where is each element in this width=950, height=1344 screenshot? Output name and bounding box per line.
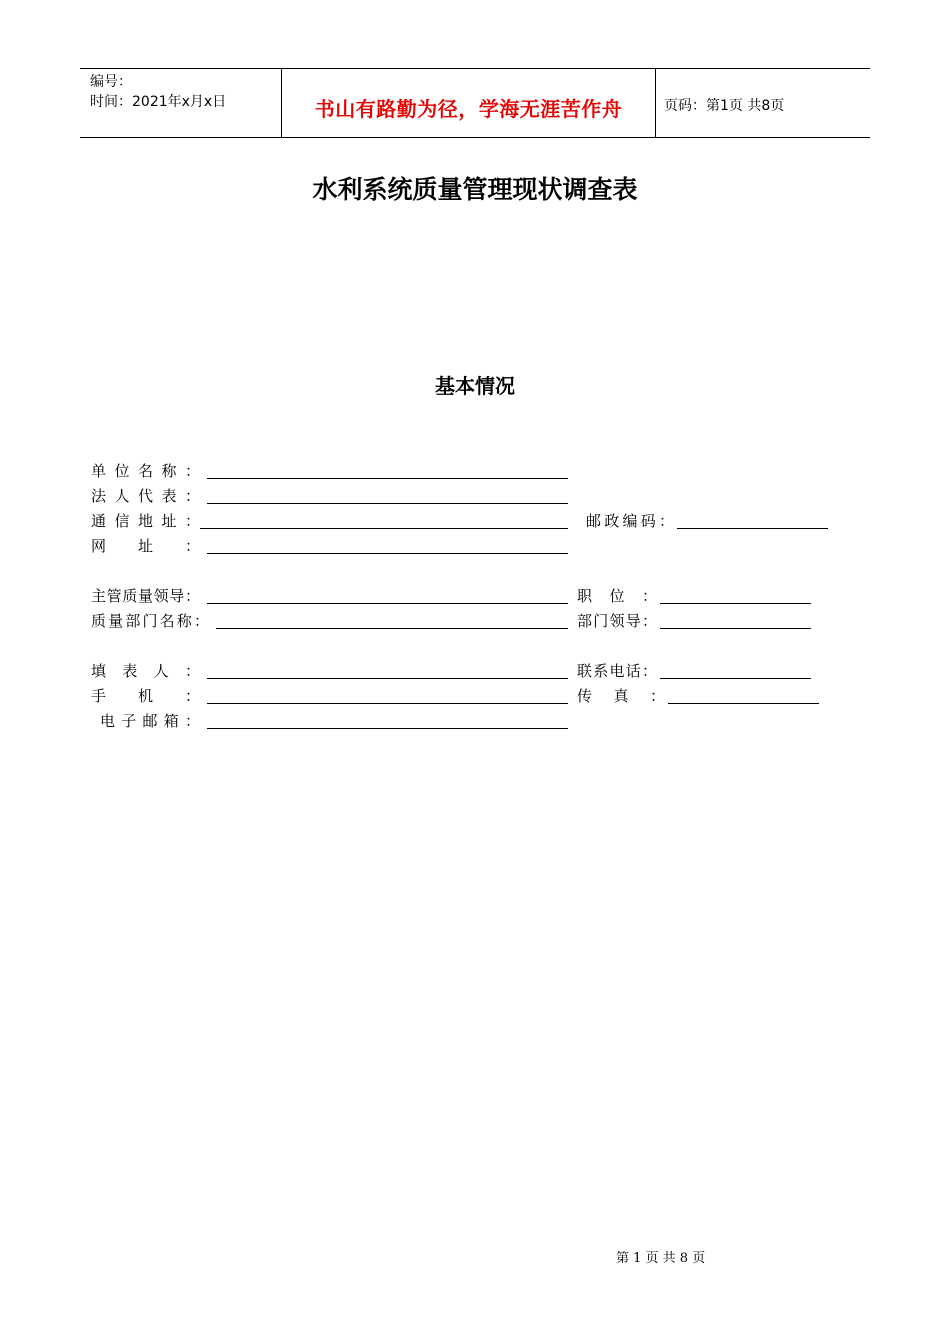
filler-field[interactable]	[207, 678, 568, 679]
header-date: 时间：2021年x月x日	[90, 94, 227, 110]
page-footer: 第 1 页 共 8 页	[616, 1251, 706, 1266]
postcode-label: 邮 政 编 码 ：	[586, 512, 674, 530]
website-field[interactable]	[207, 553, 568, 554]
quality-dept-label: 质 量 部 门 名 称 ：	[91, 612, 209, 630]
email-field[interactable]	[207, 728, 568, 729]
fax-field[interactable]	[668, 703, 819, 704]
legal-rep-label: 法 人 代 表 ：	[91, 487, 200, 505]
phone-label: 联 系 电 话 ：	[577, 662, 657, 680]
mobile-label: 手 机 ：	[91, 687, 200, 705]
quality-leader-label: 主 管 质 量 领 导 ：	[91, 587, 200, 605]
unit-name-field[interactable]	[207, 478, 568, 479]
email-label: 电 子 邮 箱 ：	[100, 712, 200, 730]
address-label: 通 信 地 址 ：	[91, 512, 200, 530]
document-header	[80, 68, 870, 138]
document-title: 水利系统质量管理现状调查表	[312, 175, 638, 204]
phone-field[interactable]	[660, 678, 811, 679]
header-meta-cell	[80, 69, 281, 137]
filler-label: 填 表 人 ：	[91, 662, 200, 680]
quality-leader-field[interactable]	[207, 603, 568, 604]
position-field[interactable]	[660, 603, 811, 604]
section-title: 基本情况	[435, 374, 515, 398]
address-field[interactable]	[200, 528, 568, 529]
mobile-field[interactable]	[207, 703, 568, 704]
quality-dept-field[interactable]	[216, 628, 568, 629]
fax-label: 传 真 ：	[577, 687, 665, 705]
header-page-cell	[655, 69, 870, 137]
postcode-field[interactable]	[677, 528, 828, 529]
header-motto: 书山有路勤为径，学海无涯苦作舟	[314, 97, 623, 121]
unit-name-label: 单 位 名 称 ：	[91, 462, 200, 480]
website-label: 网 址 ：	[91, 537, 200, 555]
dept-leader-label: 部 门 领 导 ：	[577, 612, 657, 630]
position-label: 职 位 ：	[577, 587, 657, 605]
header-page-number: 页码：第1页 共8页	[664, 98, 785, 114]
header-motto-cell	[281, 69, 656, 137]
serial-number-label: 编号：	[90, 74, 132, 90]
dept-leader-field[interactable]	[660, 628, 811, 629]
legal-rep-field[interactable]	[207, 503, 568, 504]
